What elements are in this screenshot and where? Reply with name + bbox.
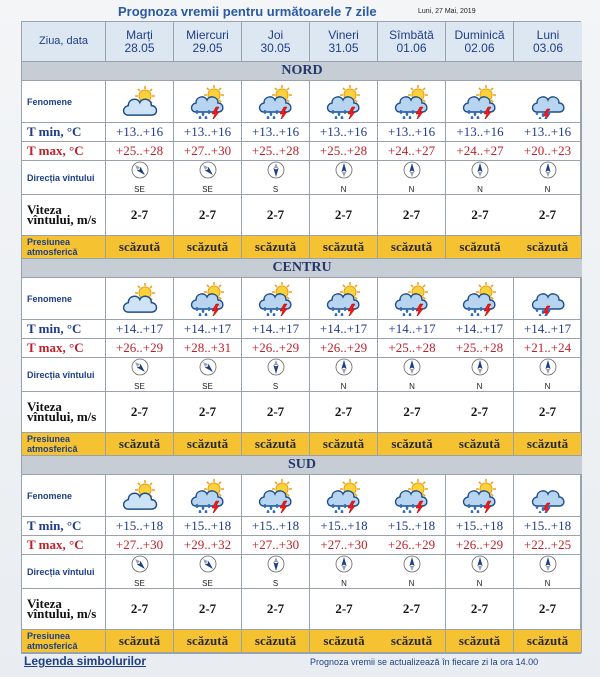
tmax-value: +21..+24: [514, 339, 582, 358]
wind-direction-text: SE: [202, 579, 213, 588]
tmax-value: +25..+28: [446, 339, 514, 358]
rain-thunder-icon: [185, 479, 231, 513]
wind-direction-cell: [514, 161, 582, 195]
row-label-tmax: T max, °C: [22, 142, 106, 161]
pressure-value: scăzută: [378, 236, 446, 259]
wind-direction-cell: [378, 161, 446, 195]
row-label-tmin: T min, °C: [22, 123, 106, 142]
tmin-value: +13..+16: [106, 123, 174, 142]
rain-thunder-icon: [321, 85, 367, 119]
rain-thunder-icon: [457, 479, 503, 513]
row-label-fenomene: Fenomene: [22, 475, 106, 517]
weather-cell: [106, 278, 174, 320]
wind-direction-cell: [242, 161, 310, 195]
compass-arrow-icon: [131, 161, 149, 184]
pressure-value: scăzută: [446, 630, 514, 653]
wind-speed-value: 2-7: [446, 392, 514, 433]
pressure-value: scăzută: [174, 630, 242, 653]
compass-arrow-icon: [403, 555, 421, 578]
compass-arrow-icon: [539, 555, 557, 578]
wind-speed-value: 2-7: [242, 195, 310, 236]
row-label-tmin: T min, °C: [22, 320, 106, 339]
compass-arrow-icon: [199, 358, 217, 381]
day-date: 03.06: [532, 40, 564, 55]
footer: [24, 654, 584, 670]
page-title: Prognoza vremii pentru următoarele 7 zile: [118, 4, 377, 19]
wind-speed-value: 2-7: [446, 195, 514, 236]
pressure-value: scăzută: [378, 433, 446, 456]
region-header: NORD: [22, 62, 582, 81]
col-header-day: [310, 22, 378, 62]
weather-cell: [378, 81, 446, 123]
wind-direction-cell: [174, 555, 242, 589]
row-label-tmin: T min, °C: [22, 517, 106, 536]
weather-cell: [242, 81, 310, 123]
wind-direction-text: N: [408, 579, 415, 588]
current-date: Luni, 27 Mai, 2019: [418, 8, 476, 15]
rain-thunder-icon: [389, 282, 435, 316]
pressure-value: scăzută: [310, 630, 378, 653]
wind-direction-cell: [242, 555, 310, 589]
pressure-value: scăzută: [106, 433, 174, 456]
wind-direction-cell: [174, 358, 242, 392]
weather-cell: [378, 278, 446, 320]
pressure-value: scăzută: [242, 236, 310, 259]
tmax-value: +24..+27: [446, 142, 514, 161]
wind-speed-value: 2-7: [174, 392, 242, 433]
tmax-value: +25..+28: [378, 339, 446, 358]
thunder-cloud-icon: [525, 85, 571, 119]
tmin-value: +13..+16: [242, 123, 310, 142]
day-date: 31.05: [328, 40, 359, 55]
pressure-value: scăzută: [242, 433, 310, 456]
wind-speed-value: 2-7: [378, 392, 446, 433]
wind-speed-value: 2-7: [514, 392, 582, 433]
wind-direction-text: SE: [134, 382, 145, 391]
rain-thunder-icon: [321, 282, 367, 316]
weather-cell: [310, 475, 378, 517]
tmin-value: +15..+18: [378, 517, 446, 536]
day-date: 30.05: [260, 40, 291, 55]
row-label-wind-direction: Direcția vîntului: [22, 555, 106, 589]
wind-direction-text: N: [544, 382, 551, 391]
row-label-fenomene: Fenomene: [22, 81, 106, 123]
rain-thunder-icon: [185, 85, 231, 119]
wind-direction-cell: [310, 555, 378, 589]
wind-speed-value: 2-7: [310, 589, 378, 630]
col-header-day: [174, 22, 242, 62]
wind-speed-value: 2-7: [242, 392, 310, 433]
tmax-value: +26..+29: [378, 536, 446, 555]
partly-cloudy-icon: [117, 85, 163, 119]
wind-direction-cell: [106, 555, 174, 589]
compass-arrow-icon: [403, 161, 421, 184]
tmax-value: +20..+23: [514, 142, 582, 161]
weather-cell: [106, 81, 174, 123]
tmax-value: +26..+29: [310, 339, 378, 358]
wind-direction-cell: [514, 555, 582, 589]
wind-speed-value: 2-7: [310, 195, 378, 236]
tmin-value: +15..+18: [514, 517, 582, 536]
wind-direction-text: SE: [134, 579, 145, 588]
wind-direction-text: S: [272, 382, 279, 391]
col-header-day: [378, 22, 446, 62]
row-label-pressure: Presiunea atmosferică: [22, 236, 106, 259]
day-date: 29.05: [192, 40, 223, 55]
tmax-value: +25..+28: [106, 142, 174, 161]
tmin-value: +14..+17: [174, 320, 242, 339]
tmax-value: +27..+30: [174, 142, 242, 161]
tmax-value: +25..+28: [242, 142, 310, 161]
pressure-value: scăzută: [446, 236, 514, 259]
compass-arrow-icon: [335, 555, 353, 578]
wind-speed-value: 2-7: [106, 589, 174, 630]
weather-cell: [242, 278, 310, 320]
wind-direction-cell: [446, 358, 514, 392]
wind-speed-value: 2-7: [378, 589, 446, 630]
legend-link[interactable]: Legenda simbolurilor: [24, 654, 147, 668]
weather-cell: [514, 475, 582, 517]
pressure-value: scăzută: [310, 433, 378, 456]
tmin-value: +13..+16: [378, 123, 446, 142]
partly-cloudy-icon: [117, 479, 163, 513]
wind-direction-text: N: [544, 579, 551, 588]
weather-cell: [174, 81, 242, 123]
col-header-day: [106, 22, 174, 62]
pressure-value: scăzută: [106, 236, 174, 259]
pressure-value: scăzută: [174, 433, 242, 456]
day-name: Vineri: [328, 27, 359, 42]
wind-speed-value: 2-7: [310, 392, 378, 433]
row-label-pressure: Presiunea atmosferică: [22, 630, 106, 653]
pressure-value: scăzută: [106, 630, 174, 653]
day-date: 28.05: [124, 40, 155, 55]
compass-arrow-icon: [471, 555, 489, 578]
wind-speed-value: 2-7: [106, 392, 174, 433]
weather-cell: [242, 475, 310, 517]
weather-cell: [514, 278, 582, 320]
pressure-value: scăzută: [310, 236, 378, 259]
wind-direction-cell: [446, 555, 514, 589]
rain-thunder-icon: [185, 282, 231, 316]
wind-direction-text: N: [408, 185, 415, 194]
weather-cell: [174, 475, 242, 517]
tmin-value: +13..+16: [310, 123, 378, 142]
pressure-value: scăzută: [446, 433, 514, 456]
wind-direction-text: N: [409, 382, 415, 391]
weather-cell: [174, 278, 242, 320]
tmax-value: +27..+30: [106, 536, 174, 555]
tmin-value: +15..+18: [174, 517, 242, 536]
row-label-tmax: T max, °C: [22, 339, 106, 358]
wind-speed-value: 2-7: [106, 195, 174, 236]
pressure-value: scăzută: [514, 630, 582, 653]
pressure-value: scăzută: [514, 433, 582, 456]
wind-direction-text: S: [272, 579, 279, 588]
wind-direction-text: N: [477, 185, 483, 194]
wind-speed-value: 2-7: [446, 589, 514, 630]
tmax-value: +27..+30: [242, 536, 310, 555]
row-label-pressure: Presiunea atmosferică: [22, 433, 106, 456]
rain-thunder-icon: [253, 479, 299, 513]
thunder-cloud-icon: [525, 479, 571, 513]
day-name: Luni: [536, 27, 560, 42]
tmax-value: +28..+31: [174, 339, 242, 358]
row-label-wind-direction: Direcția vîntului: [22, 358, 106, 392]
compass-arrow-icon: [131, 358, 149, 381]
wind-direction-cell: [106, 358, 174, 392]
wind-direction-text: N: [544, 185, 551, 194]
wind-direction-cell: [242, 358, 310, 392]
wind-direction-text: SE: [134, 185, 145, 194]
tmax-value: +26..+29: [242, 339, 310, 358]
pressure-value: scăzută: [174, 236, 242, 259]
pressure-value: scăzută: [378, 630, 446, 653]
forecast-table: [21, 21, 581, 654]
wind-direction-text: N: [476, 382, 483, 391]
weather-cell: [378, 475, 446, 517]
wind-direction-cell: [378, 358, 446, 392]
wind-direction-cell: [378, 555, 446, 589]
col-header-day-date: Ziua, data: [22, 22, 106, 62]
region-header: SUD: [22, 456, 582, 475]
tmin-value: +14..+17: [242, 320, 310, 339]
day-name: Joi: [267, 27, 284, 42]
tmin-value: +15..+18: [446, 517, 514, 536]
tmax-value: +29..+32: [174, 536, 242, 555]
compass-arrow-icon: [267, 555, 285, 578]
compass-arrow-icon: [335, 358, 353, 381]
wind-direction-cell: [310, 161, 378, 195]
tmin-value: +15..+18: [242, 517, 310, 536]
tmax-value: +24..+27: [378, 142, 446, 161]
tmax-value: +27..+30: [310, 536, 378, 555]
day-name: Duminică: [454, 27, 505, 42]
compass-arrow-icon: [199, 555, 217, 578]
wind-direction-text: N: [340, 185, 347, 194]
tmin-value: +15..+18: [106, 517, 174, 536]
wind-speed-value: 2-7: [514, 195, 582, 236]
compass-arrow-icon: [471, 161, 489, 184]
wind-direction-text: S: [272, 185, 279, 194]
row-label-wind-direction: Direcția vîntului: [22, 161, 106, 195]
update-note: Prognoza vremii se actualizează în fiecare zi la ora 14.00: [310, 657, 539, 667]
wind-direction-text: N: [340, 382, 347, 391]
day-date: 02.06: [464, 40, 495, 55]
row-label-fenomene: Fenomene: [22, 278, 106, 320]
rain-thunder-icon: [253, 85, 299, 119]
wind-speed-value: 2-7: [378, 195, 446, 236]
tmin-value: +13..+16: [514, 123, 582, 142]
region-header: CENTRU: [22, 259, 582, 278]
tmax-value: +26..+29: [106, 339, 174, 358]
tmax-value: +22..+25: [514, 536, 582, 555]
wind-direction-cell: [310, 358, 378, 392]
compass-arrow-icon: [199, 161, 217, 184]
wind-speed-value: 2-7: [514, 589, 582, 630]
tmin-value: +15..+18: [310, 517, 378, 536]
weather-cell: [446, 278, 514, 320]
page-header: [0, 0, 600, 22]
wind-direction-cell: [446, 161, 514, 195]
compass-arrow-icon: [267, 358, 285, 381]
col-header-day: [242, 22, 310, 62]
rain-thunder-icon: [389, 85, 435, 119]
rain-thunder-icon: [457, 85, 503, 119]
thunder-cloud-icon: [525, 282, 571, 316]
wind-direction-text: SE: [202, 382, 213, 391]
weather-cell: [310, 81, 378, 123]
wind-direction-text: N: [476, 579, 483, 588]
wind-direction-cell: [514, 358, 582, 392]
pressure-value: scăzută: [242, 630, 310, 653]
compass-arrow-icon: [539, 358, 557, 381]
day-date: 01.06: [396, 40, 427, 55]
weather-cell: [310, 278, 378, 320]
col-header-day: [446, 22, 514, 62]
rain-thunder-icon: [457, 282, 503, 316]
wind-direction-text: N: [341, 579, 347, 588]
tmin-value: +13..+16: [174, 123, 242, 142]
wind-direction-cell: [174, 161, 242, 195]
tmin-value: +14..+17: [106, 320, 174, 339]
weather-cell: [446, 475, 514, 517]
day-name: Marți: [126, 27, 153, 42]
row-label-tmax: T max, °C: [22, 536, 106, 555]
tmin-value: +14..+17: [514, 320, 582, 339]
wind-speed-value: 2-7: [174, 195, 242, 236]
day-name: Sîmbătă: [389, 27, 434, 42]
tmin-value: +13..+16: [446, 123, 514, 142]
rain-thunder-icon: [321, 479, 367, 513]
col-header-day: [514, 22, 582, 62]
weather-cell: [106, 475, 174, 517]
tmin-value: +14..+17: [378, 320, 446, 339]
compass-arrow-icon: [267, 161, 285, 184]
partly-cloudy-icon: [117, 282, 163, 316]
compass-arrow-icon: [403, 358, 421, 381]
rain-thunder-icon: [389, 479, 435, 513]
compass-arrow-icon: [131, 555, 149, 578]
tmax-value: +25..+28: [310, 142, 378, 161]
wind-direction-text: SE: [202, 185, 213, 194]
row-label-wind-speed: Viteza vîntului, m/s: [22, 392, 106, 433]
rain-thunder-icon: [253, 282, 299, 316]
wind-direction-cell: [106, 161, 174, 195]
wind-speed-value: 2-7: [174, 589, 242, 630]
tmin-value: +14..+17: [310, 320, 378, 339]
wind-speed-value: 2-7: [242, 589, 310, 630]
compass-arrow-icon: [539, 161, 557, 184]
weather-cell: [446, 81, 514, 123]
row-label-wind-speed: Viteza vîntului, m/s: [22, 195, 106, 236]
tmin-value: +14..+17: [446, 320, 514, 339]
weather-cell: [514, 81, 582, 123]
pressure-value: scăzută: [514, 236, 582, 259]
tmax-value: +26..+29: [446, 536, 514, 555]
compass-arrow-icon: [335, 161, 353, 184]
row-label-wind-speed: Viteza vîntului, m/s: [22, 589, 106, 630]
compass-arrow-icon: [471, 358, 489, 381]
day-name: Miercuri: [186, 27, 229, 42]
